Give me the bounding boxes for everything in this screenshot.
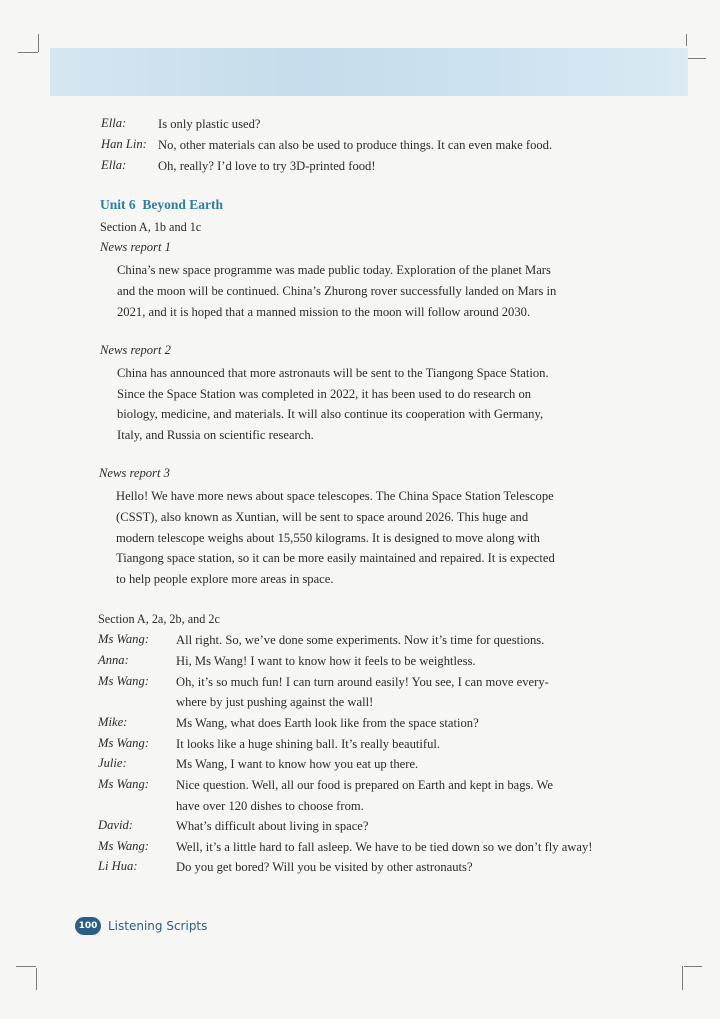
crop-mark-bottom-left-h bbox=[16, 966, 36, 967]
dialogue-line: No, other materials can also be used to produce things. It can even make food. bbox=[158, 138, 553, 152]
dialogue-line: Hi, Ms Wang! I want to know how it feels to be weightless. bbox=[176, 654, 476, 668]
report-line: to help people explore more areas in space. bbox=[116, 572, 334, 586]
crop-mark-bottom-right-h bbox=[684, 966, 702, 967]
dialogue-line: Is only plastic used? bbox=[158, 117, 261, 131]
speaker-label: Ella: bbox=[101, 116, 127, 130]
news-report-title: News report 3 bbox=[99, 466, 170, 480]
report-line: (CSST), also known as Xuntian, will be sent to space around 2026. This huge and bbox=[116, 510, 529, 524]
speaker-label: Mike: bbox=[98, 715, 128, 729]
dialogue-line: where by just pushing against the wall! bbox=[176, 695, 374, 709]
dialogue-line: Oh, it’s so much fun! I can turn around easily! You see, I can move every- bbox=[176, 675, 549, 689]
dialogue-line: All right. So, we’ve done some experiments. Now it’s time for questions. bbox=[176, 633, 545, 647]
section-heading: Section A, 2a, 2b, and 2c bbox=[98, 612, 220, 626]
crop-mark-top-left bbox=[38, 34, 39, 52]
speaker-label: Ms Wang: bbox=[98, 736, 149, 750]
unit-number: Unit 6 bbox=[100, 197, 136, 212]
crop-mark-bottom-left bbox=[36, 968, 37, 990]
news-report-title: News report 2 bbox=[100, 343, 171, 357]
crop-mark-top-right bbox=[686, 34, 687, 46]
dialogue-line: Do you get bored? Will you be visited by other astronauts? bbox=[176, 860, 473, 874]
speaker-label: Ms Wang: bbox=[98, 777, 149, 791]
dialogue-line: Ms Wang, what does Earth look like from the space station? bbox=[176, 716, 479, 730]
report-line: modern telescope weighs about 15,550 kilograms. It is designed to move along with bbox=[116, 531, 540, 545]
dialogue-line: Nice question. Well, all our food is prepared on Earth and kept in bags. We bbox=[176, 778, 553, 792]
speaker-label: Ms Wang: bbox=[98, 674, 149, 688]
crop-mark-top-right-h bbox=[688, 58, 706, 59]
unit-title: Beyond Earth bbox=[142, 197, 224, 212]
crop-mark-top-left-h bbox=[18, 52, 38, 53]
dialogue-line: It looks like a huge shining ball. It’s really beautiful. bbox=[176, 737, 441, 751]
report-line: and the moon will be continued. China’s Zhurong rover successfully landed on Mars in bbox=[117, 284, 557, 298]
section-heading: Section A, 1b and 1c bbox=[100, 220, 202, 234]
dialogue-line: Oh, really? I’d love to try 3D-printed food! bbox=[158, 159, 376, 173]
speaker-label: Li Hua: bbox=[98, 859, 138, 873]
report-line: China has announced that more astronauts will be sent to the Tiangong Space Station. bbox=[117, 366, 549, 380]
header-band bbox=[50, 48, 688, 96]
speaker-label: Anna: bbox=[98, 653, 129, 667]
dialogue-line: Well, it’s a little hard to fall asleep. We have to be tied down so we don’t fly away! bbox=[176, 840, 593, 854]
report-line: 2021, and it is hoped that a manned mission to the moon will follow around 2030. bbox=[117, 305, 531, 319]
crop-mark-bottom-right bbox=[682, 966, 683, 990]
news-report-title: News report 1 bbox=[100, 240, 171, 254]
report-line: Tiangong space station, so it can be more easily maintained and repaired. It is expected bbox=[116, 551, 555, 565]
page-footer bbox=[75, 917, 207, 935]
dialogue-line: Ms Wang, I want to know how you eat up there. bbox=[176, 757, 419, 771]
dialogue-line: have over 120 dishes to choose from. bbox=[176, 799, 364, 813]
speaker-label: Ms Wang: bbox=[98, 839, 149, 853]
footer-section-label: Listening Scripts bbox=[108, 919, 208, 933]
dialogue-line: What’s difficult about living in space? bbox=[176, 819, 369, 833]
speaker-label: David: bbox=[98, 818, 133, 832]
page-number-badge: 100 bbox=[75, 917, 101, 935]
report-line: biology, medicine, and materials. It will also continue its cooperation with Germany, bbox=[117, 407, 544, 421]
unit-heading bbox=[100, 197, 223, 213]
speaker-label: Han Lin: bbox=[101, 137, 147, 151]
report-line: Since the Space Station was completed in 2022, it has been used to do research on bbox=[117, 387, 532, 401]
report-line: Italy, and Russia on scientific research. bbox=[117, 428, 314, 442]
speaker-label: Julie: bbox=[98, 756, 127, 770]
speaker-label: Ella: bbox=[101, 158, 127, 172]
report-line: China’s new space programme was made public today. Exploration of the planet Mars bbox=[117, 263, 551, 277]
speaker-label: Ms Wang: bbox=[98, 632, 149, 646]
report-line: Hello! We have more news about space telescopes. The China Space Station Telescope bbox=[116, 489, 554, 503]
